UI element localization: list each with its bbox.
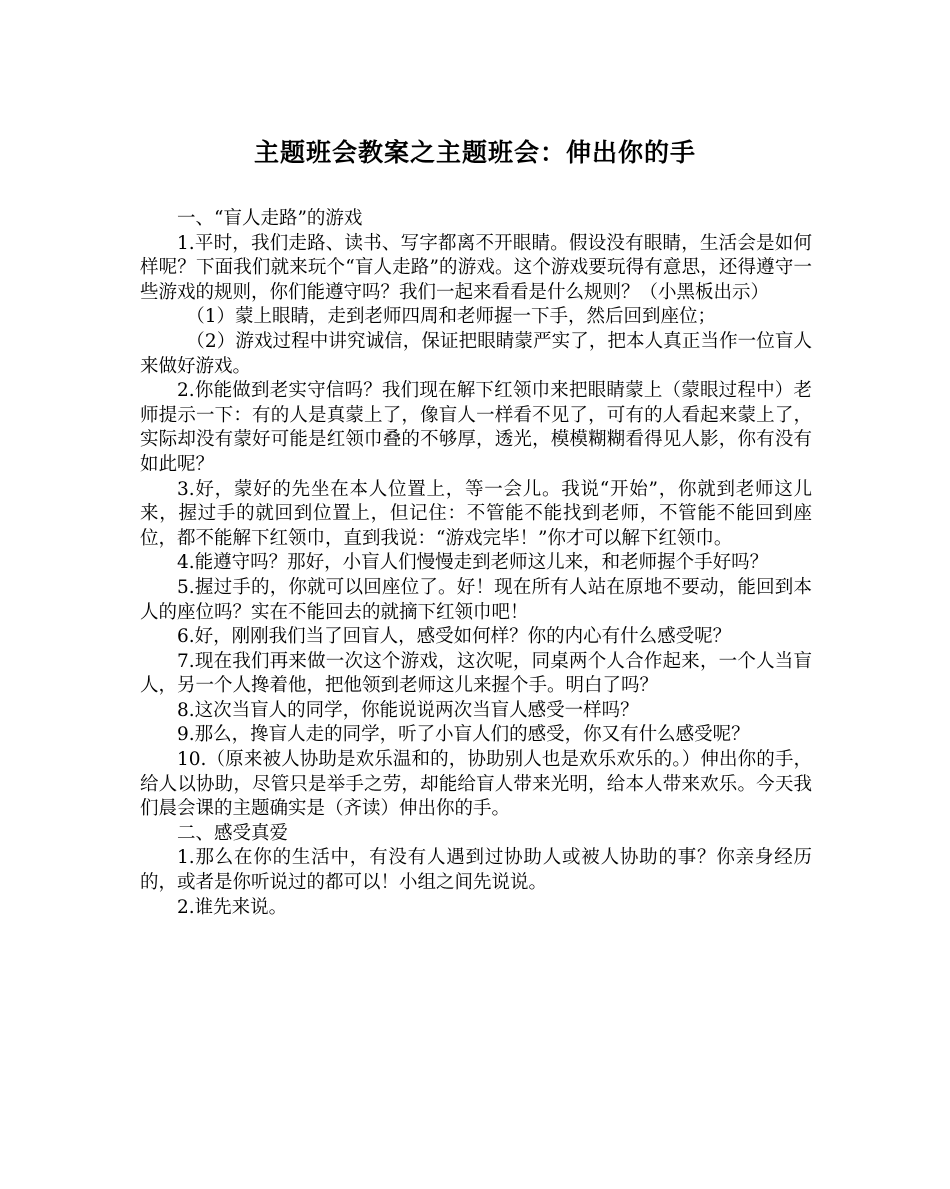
paragraph: 5.握过手的，你就可以回座位了。好！现在所有人站在原地不要动，能回到本人的座位吗？实在不能回去的就摘下红领巾吧！ (140, 576, 812, 623)
section-heading-1: 一、“盲人走路”的游戏 (177, 208, 363, 229)
paragraph: 9.那么，搀盲人走的同学，听了小盲人们的感受，你又有什么感受呢？ (177, 724, 750, 746)
document-body (140, 207, 812, 920)
paragraph: 10.（原来被人协助是欢乐温和的，协助别人也是欢乐欢乐的。）伸出你的手，给人以协助，尽管只是举手之劳，却能给盲人带来光明，给本人带来欢乐。今天我们晨会课的主题确实是（齐读）伸出你的手。 (140, 749, 812, 820)
document-title: 主题班会教案之主题班会：伸出你的手 (253, 138, 696, 167)
paragraph: 2.你能做到老实守信吗？我们现在解下红领巾来把眼睛蒙上（蒙眼过程中）老师提示一下：有的人是真蒙上了，像盲人一样看不见了，可有的人看起来蒙上了，实际却没有蒙好可能是红领巾叠的不够厚，透光，模模糊糊看得见人影，你有没有如此呢？ (140, 380, 812, 475)
paragraph: 1.那么在你的生活中，有没有人遇到过协助人或被人协助的事？你亲身经历的，或者是你听说过的都可以！小组之间先说说。 (140, 847, 812, 894)
paragraph: 7.现在我们再来做一次这个游戏，这次呢，同桌两个人合作起来，一个人当盲人，另一个人搀着他，把他领到老师这儿来握个手。明白了吗？ (140, 650, 812, 697)
paragraph: 1.平时，我们走路、读书、写字都离不开眼睛。假设没有眼睛，生活会是如何样呢？下面我们就来玩个“盲人走路”的游戏。这个游戏要玩得有意思，还得遵守一些游戏的规则，你们能遵守吗？我们一起来看看是什么规则？（小黑板出示） (140, 232, 812, 303)
paragraph: 4.能遵守吗？那好，小盲人们慢慢走到老师这儿来，和老师握个手好吗？ (177, 552, 769, 574)
paragraph: 8.这次当盲人的同学，你能说说两次当盲人感受一样吗？ (177, 699, 639, 721)
paragraph: 2.谁先来说。 (177, 896, 288, 918)
paragraph: 3.好，蒙好的先坐在本人位置上，等一会儿。我说“开始”，你就到老师这儿来，握过手的就回到位置上，但记住：不管能不能找到老师，不管能不能回到座位，都不能解下红领巾，直到我说：“游戏完毕！”你才可以解下红领巾。 (140, 478, 812, 549)
paragraph: 6.好，刚刚我们当了回盲人，感受如何样？你的内心有什么感受呢？ (177, 626, 732, 648)
section-heading-2: 二、感受真爱 (177, 822, 289, 844)
rule-item-1: （1）蒙上眼睛，走到老师四周和老师握一下手，然后回到座位； (186, 306, 717, 328)
rule-item-2: （2）游戏过程中讲究诚信，保证把眼睛蒙严实了，把本人真正当作一位盲人来做好游戏。 (140, 330, 812, 377)
